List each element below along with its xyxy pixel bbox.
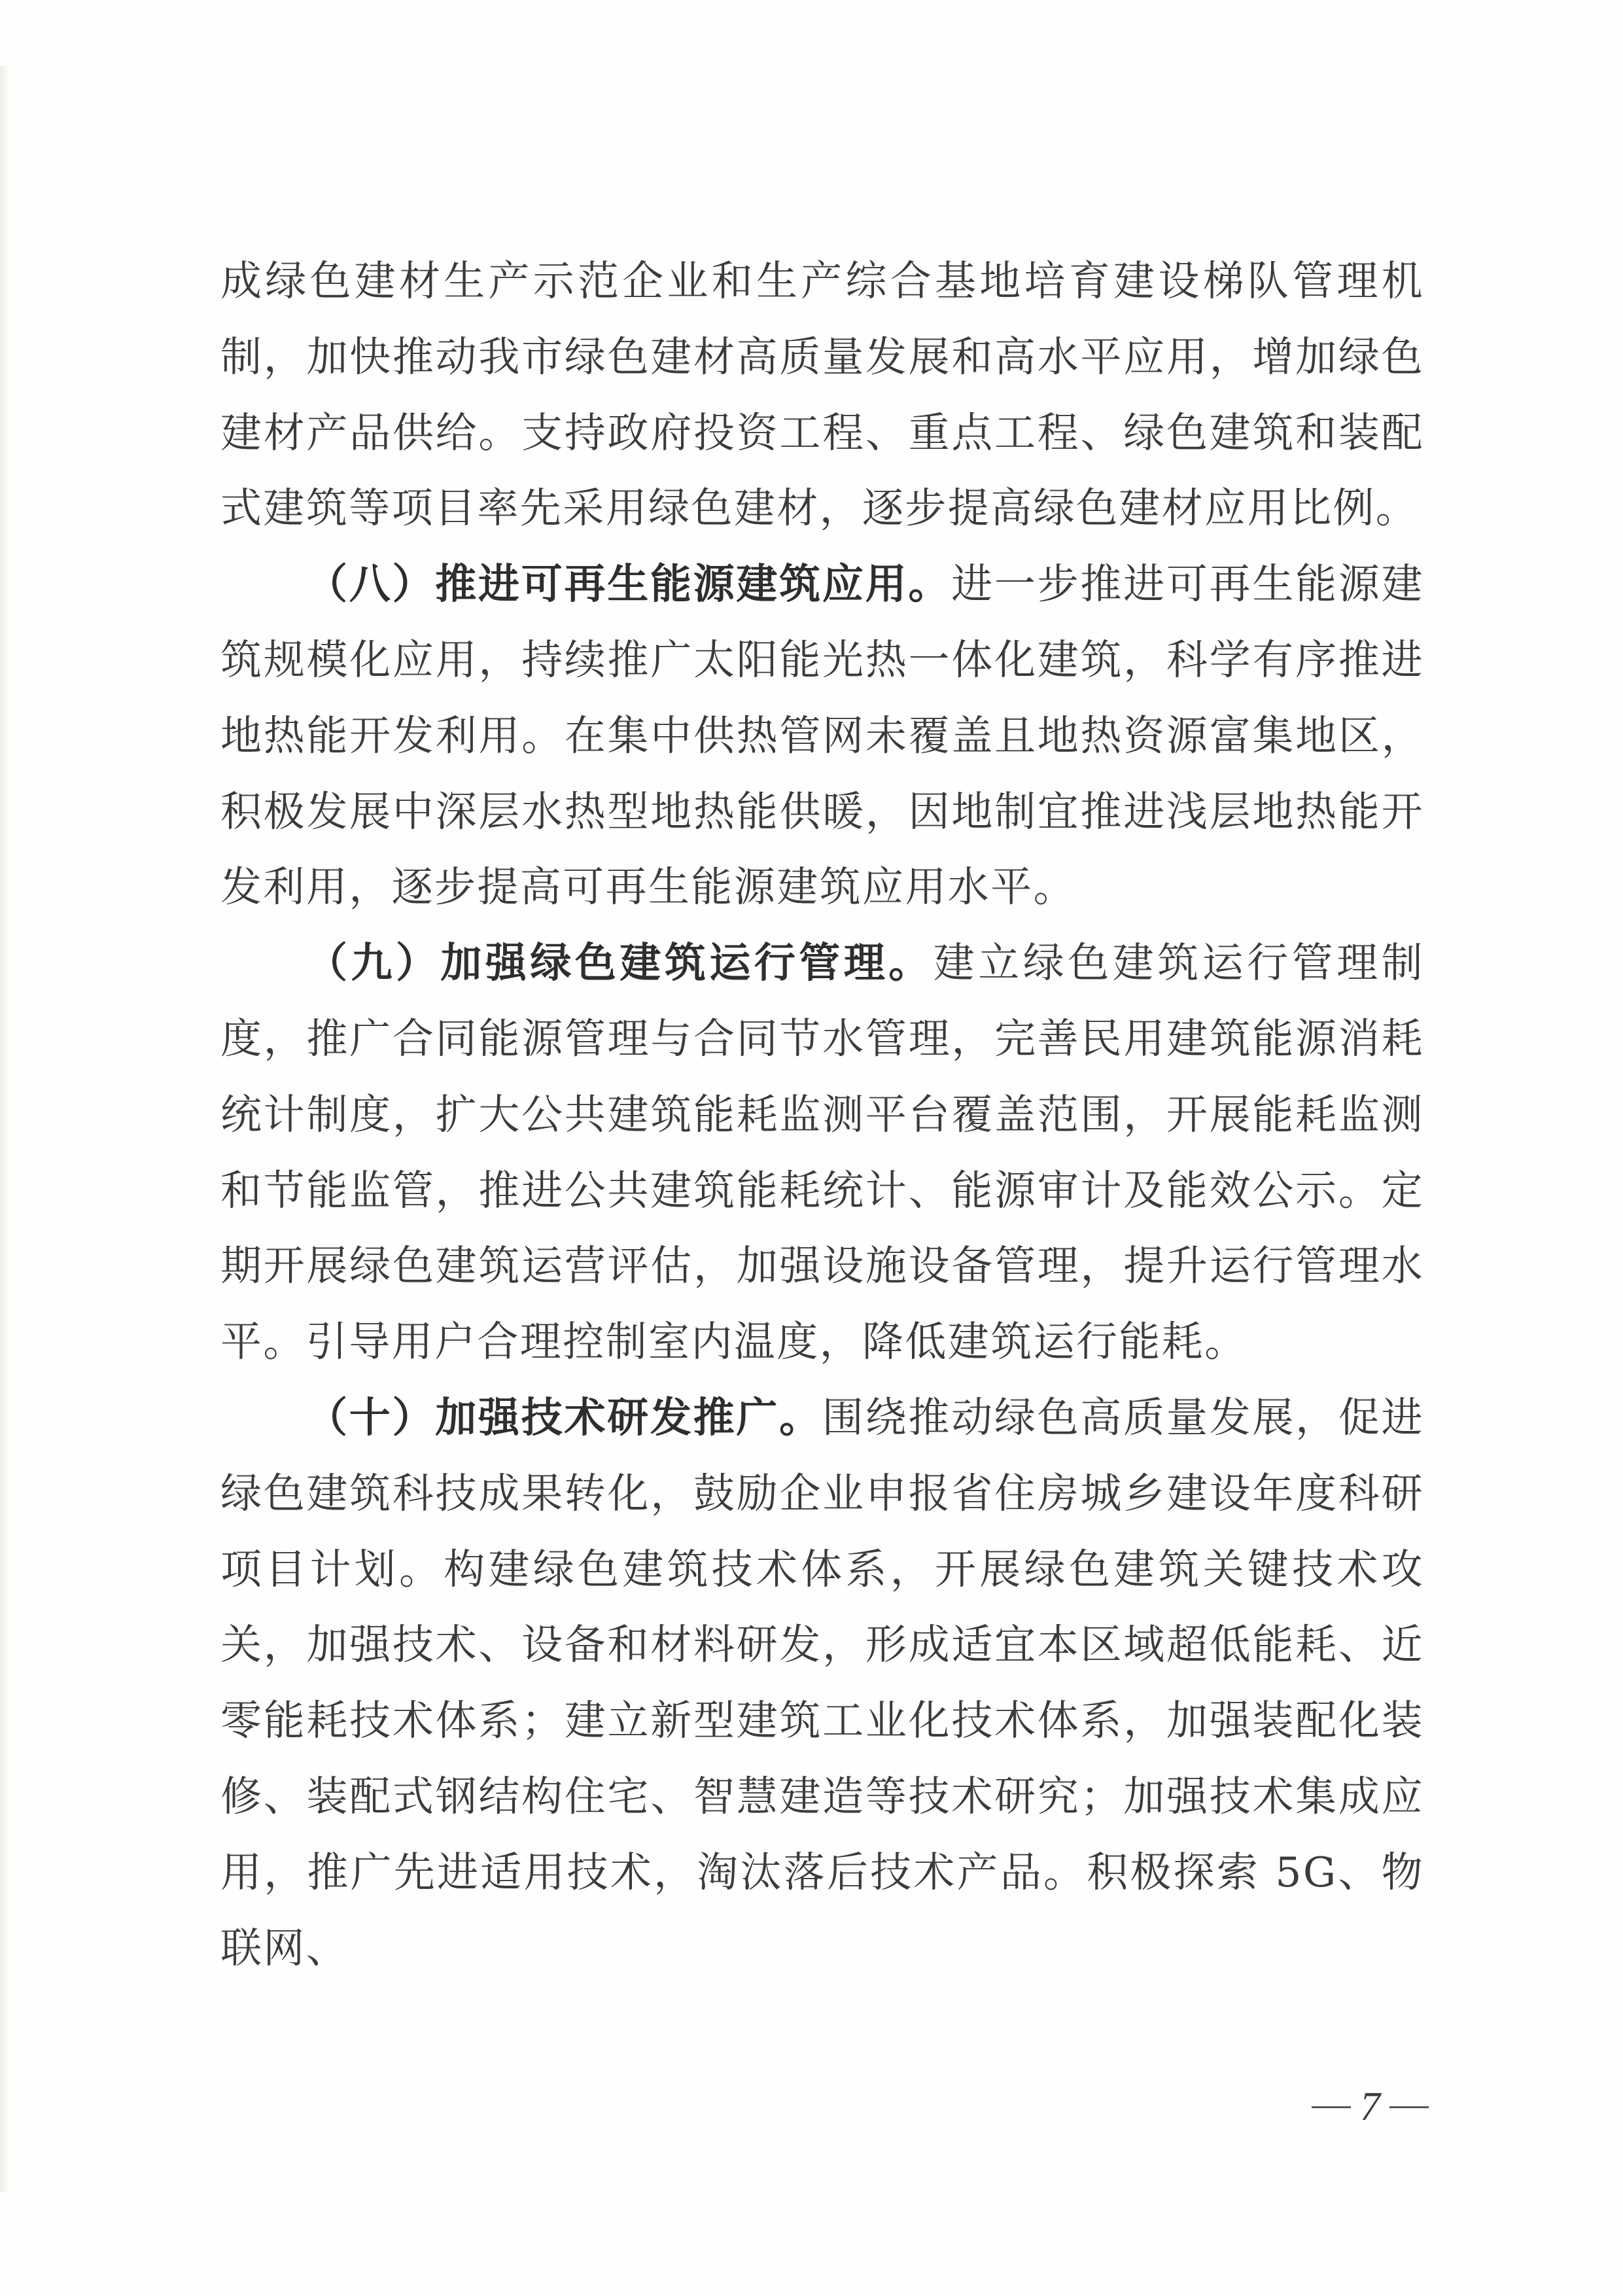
section-heading-9: （九）加强绿色建筑运行管理。 — [306, 938, 934, 987]
section-heading-8: （八）推进可再生能源建筑应用。 — [306, 559, 952, 609]
paragraph-text: 成绿色建材生产示范企业和生产综合基地培育建设梯队管理机制，加快推动我市绿色建材高质量发展和高水平应用，增加绿色建材产品供给。支持政府投资工程、重点工程、绿色建筑和装配式建筑等项目率先采用绿色建材，逐步提高绿色建材应用比例。 — [220, 257, 1424, 533]
page-number — [1312, 2084, 1429, 2130]
paragraph-technology-rd — [220, 1380, 1424, 1986]
page-number-dash-right — [1389, 2106, 1429, 2108]
document-body — [220, 243, 1424, 1986]
section-heading-10: （十）加强技术研发推广。 — [306, 1392, 822, 1441]
scan-binding-edge — [0, 65, 9, 2192]
paragraph-renewable-energy — [220, 546, 1424, 925]
page-number-value: 7 — [1360, 2085, 1380, 2129]
paragraph-text: 围绕推动绿色高质量发展，促进绿色建筑科技成果转化，鼓励企业申报省住房城乡建设年度科研项目计划。构建绿色建筑技术体系，开展绿色建筑关键技术攻关，加强技术、设备和材料研发，形成适宜本区域超低能耗、近零能耗技术体系；建立新型建筑工业化技术体系，加强装配化装修、装配式钢结构住宅、智慧建造等技术研究；加强技术集成应用，推广先进适用技术，淘汰落后技术产品。积极探索 5G、物联网、 — [220, 1393, 1424, 1972]
paragraph-text: 建立绿色建筑运行管理制度，推广合同能源管理与合同节水管理，完善民用建筑能源消耗统计制度，扩大公共建筑能耗监测平台覆盖范围，开展能耗监测和节能监管，推进公共建筑能耗统计、能源审计及能效公示。定期开展绿色建筑运营评估，加强设施设备管理，提升运行管理水平。引导用户合理控制室内温度，降低建筑运行能耗。 — [220, 939, 1424, 1366]
page-number-dash-left — [1312, 2106, 1351, 2108]
paragraph-operation-management — [220, 925, 1424, 1380]
paragraph-green-building-materials — [220, 243, 1424, 546]
paragraph-text: 进一步推进可再生能源建筑规模化应用，持续推广太阳能光热一体化建筑，科学有序推进地热能开发利用。在集中供热管网未覆盖且地热资源富集地区，积极发展中深层水热型地热能供暖，因地制宜推进浅层地热能开发利用，逐步提高可再生能源建筑应用水平。 — [220, 560, 1424, 911]
